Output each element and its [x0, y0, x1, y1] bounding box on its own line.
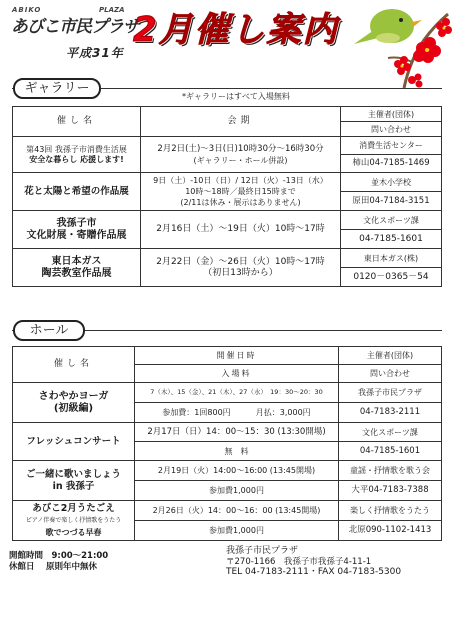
event-fee-monthly: 月払：3,000円	[255, 408, 311, 417]
event-organizer: 東日本ガス(株)	[341, 249, 442, 268]
event-organizer: 童謡・抒情歌を歌う会	[339, 461, 442, 481]
event-name: あびこ2月うたごえ	[32, 502, 115, 514]
closed-days-line: 休館日 原則年中無休	[9, 562, 97, 572]
event-name: 第43回 我孫子市消費生活展	[26, 144, 127, 154]
event-contact: 原田04-7184-3151	[341, 192, 442, 211]
event-organizer: 楽しく抒情歌をうたう	[339, 501, 442, 521]
table-row	[13, 501, 135, 541]
event-organizer: 並木小学校	[341, 173, 442, 192]
event-period-note: (2/11は休み・展示はありません)	[180, 198, 301, 207]
gallery-col-org: 主催者(団体)	[341, 107, 442, 122]
event-name: ご一緒に歌いましょう	[25, 468, 121, 480]
table-row	[13, 423, 135, 461]
event-date: 2月19日（火）14:00～16:00 (13:45開場)	[135, 461, 339, 481]
gallery-col-period: 会期	[141, 107, 341, 137]
table-row	[13, 249, 141, 287]
logo: あびこ市民プラザ	[11, 17, 139, 37]
event-fee	[135, 403, 339, 423]
event-subtitle: 文化財展・寄贈作品展	[26, 229, 127, 241]
event-description: ピアノ伴奏で楽しく抒情歌をうたう	[25, 516, 122, 524]
event-subtitle: 陶芸教室作品展	[41, 267, 112, 279]
table-row	[13, 137, 141, 173]
event-date: 7（木）、15（金）、21（木）、27（水） 19：30～20：30	[135, 383, 339, 403]
event-name: 我孫子市	[56, 217, 97, 229]
gallery-col-name: 催し名	[13, 107, 141, 137]
gallery-col-contact: 問い合わせ	[341, 122, 442, 137]
event-contact: 04-7185-1601	[339, 442, 442, 461]
table-row	[13, 383, 135, 423]
gallery-note: *ギャラリーはすべて入場無料	[182, 92, 290, 101]
event-organizer: 我孫子市民プラザ	[339, 383, 442, 403]
opening-hours	[9, 551, 119, 573]
event-organizer: 文化スポーツ課	[341, 211, 442, 230]
hall-col-name: 催し名	[13, 347, 135, 383]
event-fee-per-session: 参加費：1回800円	[162, 408, 231, 417]
hall-col-contact: 問い合わせ	[339, 365, 442, 383]
event-subtitle: 歌でつづる早春	[45, 527, 102, 537]
logo-abiko-text: ABIKO	[12, 6, 42, 14]
event-period	[141, 137, 341, 173]
table-row	[13, 461, 135, 501]
hall-table	[12, 346, 442, 541]
logo-plaza-text: PLAZA	[99, 6, 125, 14]
event-subtitle: (初級編)	[53, 402, 94, 414]
hall-col-org: 主催者(団体)	[339, 347, 442, 365]
event-contact: 0120－0365－54	[341, 268, 442, 287]
hours-line: 開館時間 9:00～21:00	[9, 551, 109, 561]
event-period-note: (ギャラリー・ホール併設)	[193, 155, 288, 165]
event-name: フレッシュコンサート	[26, 435, 121, 447]
event-name: 東日本ガス	[51, 255, 102, 267]
event-period	[141, 173, 341, 211]
event-organizer: 消費生活センター	[341, 137, 442, 155]
event-date: 2月17日（日）14：00～15：30 (13:30開場)	[135, 423, 339, 442]
gallery-section-label: ギャラリー	[13, 78, 101, 99]
table-row	[13, 211, 141, 249]
hall-col-fee: 入場料	[135, 365, 339, 383]
gallery-table	[12, 106, 442, 287]
table-row	[13, 173, 141, 211]
event-fee: 無 料	[135, 442, 339, 461]
event-period-main: 2月22日（金）～26日（火）10時～17時	[156, 256, 325, 267]
event-date: 2月26日（火）14：00～16：00 (13:45開場)	[135, 501, 339, 521]
facility-contact-block	[226, 546, 401, 578]
event-period-note: （初日13時から）	[203, 267, 278, 278]
event-subtitle: in 我孫子	[52, 480, 95, 492]
event-contact: 04-7183-2111	[339, 403, 442, 423]
event-name: 花と太陽と希望の作品展	[24, 185, 129, 197]
event-fee: 参加費1,000円	[135, 481, 339, 501]
event-period	[141, 249, 341, 287]
event-contact: 柿山04-7185-1469	[341, 155, 442, 173]
event-organizer: 文化スポーツ課	[339, 423, 442, 442]
event-period-main: 9日（土）-10日（日）/ 12日（火）-13日（水）	[153, 176, 328, 185]
bird-and-plum-illustration	[352, 0, 452, 90]
facility-address: 〒270-1166 我孫子市我孫子4-11-1	[226, 556, 372, 567]
hall-col-date: 開催日時	[135, 347, 339, 365]
facility-name: 我孫子市民プラザ	[226, 546, 299, 556]
event-period-hours: 10時～18時／最終日15時まで	[185, 187, 296, 196]
page-title: 2月催し案内	[133, 10, 339, 50]
event-subtitle: 安全な暮らし 応援します!	[29, 154, 124, 164]
event-period: 2月16日（土）～19日（火）10時～17時	[141, 211, 341, 249]
event-period-main: 2月2日(土)～3日(日)10時30分～16時30分	[157, 143, 324, 154]
event-contact: 04-7185-1601	[341, 230, 442, 249]
event-name: さわやかヨーガ	[38, 390, 109, 402]
era-label: 平成31年	[66, 46, 124, 60]
event-contact: 北原090-1102-1413	[339, 521, 442, 541]
facility-phone: TEL 04-7183-2111・FAX 04-7183-5300	[226, 567, 402, 577]
event-fee: 参加費1,000円	[135, 521, 339, 541]
hall-section-label: ホール	[13, 320, 85, 341]
event-contact: 大平04-7183-7388	[339, 481, 442, 501]
